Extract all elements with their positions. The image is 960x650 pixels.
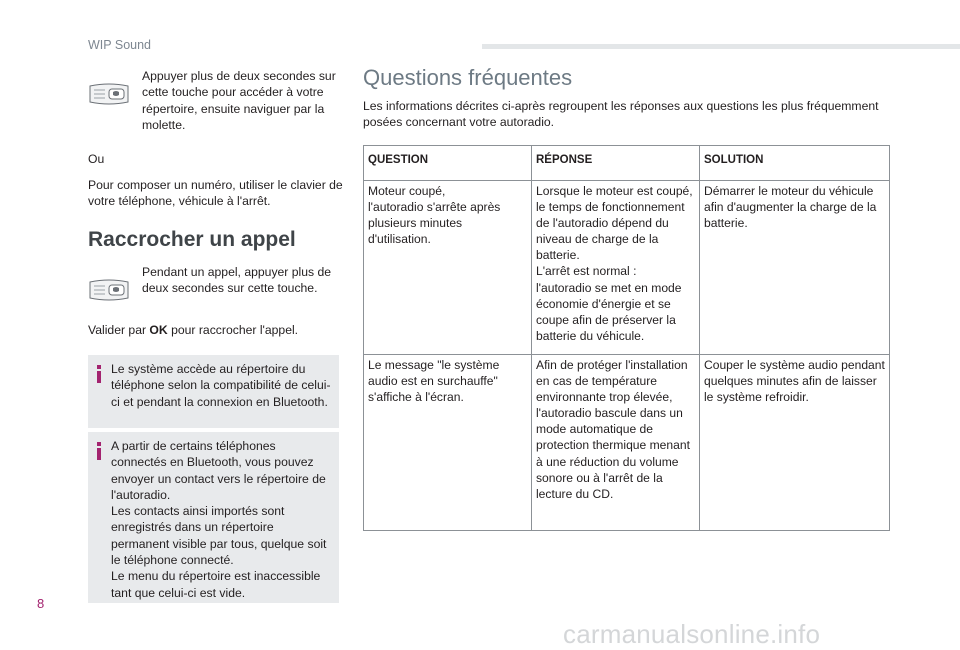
faq-table bbox=[363, 145, 890, 531]
page-number: 8 bbox=[37, 596, 45, 611]
info-note bbox=[88, 355, 339, 428]
watermark: carmanualsonline.info bbox=[563, 619, 821, 649]
column-header: SOLUTION bbox=[700, 146, 890, 181]
dial-instruction: Pour composer un numéro, utiliser le clavier de votre téléphone, véhicule à l'arrêt. bbox=[88, 178, 343, 209]
or-text: Ou bbox=[88, 152, 105, 166]
table-row bbox=[364, 181, 890, 355]
solution-cell: Couper le système audio pendant quelques minutes afin de laisser le système refroidir. bbox=[700, 355, 890, 531]
header-bar bbox=[482, 44, 960, 49]
faq-heading: Questions fréquentes bbox=[363, 65, 573, 90]
page-header-title: WIP Sound bbox=[88, 38, 152, 52]
info-icon bbox=[94, 442, 104, 460]
validate-instruction: Valider par OK pour raccrocher l'appel. bbox=[88, 323, 299, 337]
note-text: Le système accède au répertoire du téléphone selon la compatibilité de celui-ci et pendant la connexion en Bluetooth. bbox=[111, 362, 331, 409]
note-text: A partir de certains téléphones connectés en Bluetooth, vous pouvez envoyer un contact vers le répertoire de l'autoradio. Les contacts ainsi importés sont enregistrés dans un répertoire permanent visible par tous, quelque soit le téléphone connecté. Le menu du répertoire est inaccessible tant que celui-ci est vide. bbox=[111, 439, 327, 600]
table-row bbox=[364, 355, 890, 531]
solution-cell: Démarrer le moteur du véhicule afin d'augmenter la charge de la batterie. bbox=[700, 181, 890, 355]
question-cell: Moteur coupé, l'autoradio s'arrête après plusieurs minutes d'utilisation. bbox=[364, 181, 532, 355]
steering-wheel-phone-key-icon bbox=[87, 277, 131, 303]
table-header-row bbox=[364, 146, 890, 181]
ok-label: OK bbox=[149, 323, 168, 337]
column-header: RÉPONSE bbox=[532, 146, 700, 181]
hangup-heading: Raccrocher un appel bbox=[88, 228, 296, 251]
steering-wheel-phone-key-icon bbox=[87, 81, 131, 107]
answer-cell: Afin de protéger l'installation en cas de température environnante trop élevée, l'autoradio bascule dans un mode automatique de protection thermique menant à une réduction du volume sonore ou à l'arrêt de la lecture du CD. bbox=[532, 355, 700, 531]
question-cell: Le message "le système audio est en surchauffe" s'affiche à l'écran. bbox=[364, 355, 532, 531]
answer-cell: Lorsque le moteur est coupé, le temps de fonctionnement de l'autoradio dépend du niveau de charge de la batterie. L'arrêt est normal : l'autoradio se met en mode économie d'énergie et se coupe afin de préserver la batterie du véhicule. bbox=[532, 181, 700, 355]
info-icon bbox=[94, 365, 104, 383]
directory-key-text: Appuyer plus de deux secondes sur cette touche pour accéder à votre répertoire, ensuite naviguer par la molette. bbox=[142, 69, 336, 132]
faq-intro: Les informations décrites ci-après regroupent les réponses aux questions les plus fréquemment posées concernant votre autoradio. bbox=[363, 99, 879, 130]
hangup-key-text: Pendant un appel, appuyer plus de deux secondes sur cette touche. bbox=[142, 265, 332, 296]
info-note bbox=[88, 432, 339, 603]
column-header: QUESTION bbox=[364, 146, 532, 181]
